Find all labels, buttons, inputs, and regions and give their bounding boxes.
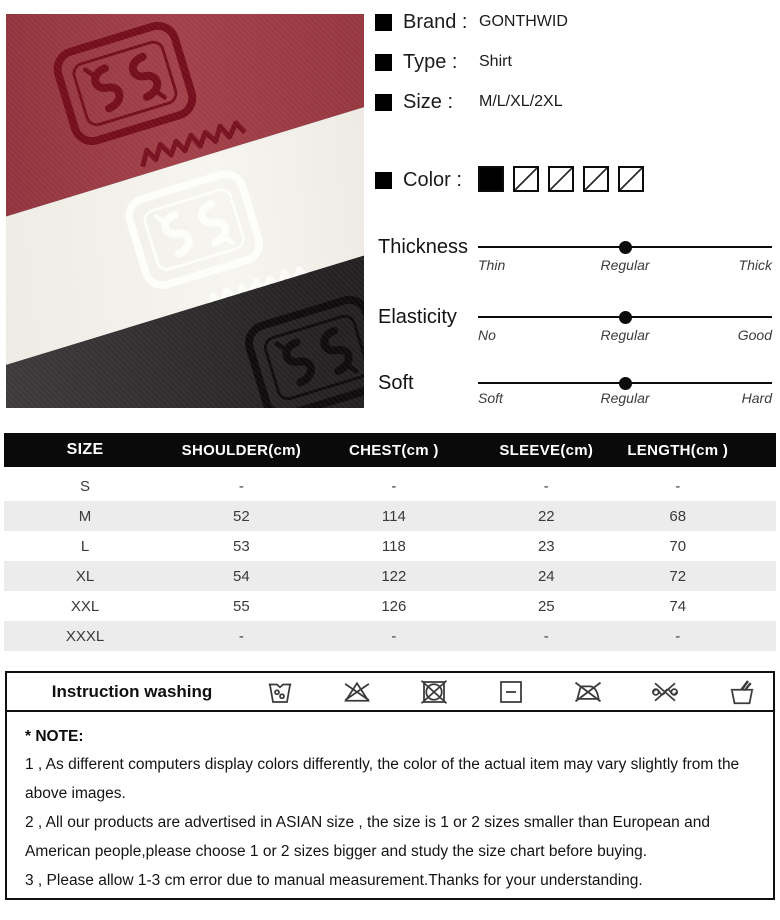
product-photo [6, 14, 364, 408]
hand-wash-icon [727, 677, 757, 707]
cell: L [80, 537, 90, 555]
do-not-bleach-icon [342, 677, 372, 707]
header-chest: CHEST(cm ) [348, 441, 439, 459]
elasticity-slider [478, 316, 772, 318]
cell: S [80, 477, 91, 495]
cell: 53 [233, 537, 250, 555]
cell: 22 [537, 507, 555, 525]
color-swatch-black[interactable] [478, 166, 504, 192]
type-label: Type : [403, 50, 458, 73]
cell: 54 [233, 567, 250, 585]
fabric-bands [6, 14, 364, 408]
elasticity-scale-right: Good [737, 327, 772, 343]
thickness-slider [478, 246, 772, 248]
soft-scale-right: Hard [741, 390, 772, 406]
cell: XXXL [65, 627, 105, 645]
elasticity-label: Elasticity [378, 306, 457, 328]
elasticity-slider-dot [619, 311, 632, 324]
size-chart-table [4, 433, 776, 651]
note-item-2: 2 , All our products are advertised in ASIAN size , the size is 1 or 2 sizes smaller than European and American people,please choose 1 or 2 sizes bigger and study the size chart before buying. [25, 814, 710, 860]
color-swatch-5[interactable] [618, 166, 644, 192]
cell: 72 [669, 567, 687, 585]
cell: 68 [669, 507, 687, 525]
cell: 25 [537, 597, 555, 615]
washing-instructions-bar [5, 671, 775, 712]
color-swatch-2[interactable] [513, 166, 539, 192]
do-not-iron-icon [573, 677, 603, 707]
cell: - [238, 477, 244, 495]
thickness-slider-dot [619, 241, 632, 254]
machine-wash-gentle-icon [265, 677, 295, 707]
cell: 126 [381, 597, 407, 615]
thickness-scale [478, 257, 772, 273]
cell: XL [75, 567, 95, 585]
soft-scale-mid: Regular [600, 390, 650, 406]
soft-slider [478, 382, 772, 384]
size-table-body [4, 471, 776, 651]
header-sleeve: SLEEVE(cm) [499, 441, 594, 459]
dry-flat-icon [496, 677, 526, 707]
table-row-xxl [4, 591, 776, 621]
size-table-header [4, 433, 776, 467]
table-row-xl [4, 561, 776, 591]
cell: - [675, 627, 681, 645]
brand-label: Brand : [403, 10, 468, 33]
notes-box [5, 710, 775, 900]
note-title: * NOTE: [25, 728, 84, 745]
type-value: Shirt [479, 53, 512, 70]
elasticity-scale-left: No [478, 327, 496, 343]
thickness-scale-mid: Regular [600, 257, 650, 273]
note-item-3: 3 , Please allow 1-3 cm error due to manual measurement.Thanks for your understanding. [25, 872, 643, 889]
cell: 55 [233, 597, 250, 615]
washing-icons [257, 677, 773, 707]
note-item-1: 1 , As different computers display colors differently, the color of the actual item may vary slightly from the above images. [25, 756, 740, 802]
cell: 52 [233, 507, 250, 525]
color-row [375, 166, 473, 194]
square-bullet-icon [375, 14, 392, 31]
brand-value: GONTHWID [479, 13, 568, 30]
cell: - [543, 627, 549, 645]
color-swatch-4[interactable] [583, 166, 609, 192]
cell: 74 [669, 597, 687, 615]
cell: - [543, 477, 549, 495]
cell: 70 [669, 537, 687, 555]
cell: - [391, 627, 397, 645]
table-row-s [4, 471, 776, 501]
cell: 24 [537, 567, 555, 585]
elasticity-scale [478, 327, 772, 343]
soft-slider-dot [619, 377, 632, 390]
washing-label: Instruction washing [51, 681, 213, 701]
thickness-scale-right: Thick [738, 257, 772, 273]
color-swatches [478, 166, 644, 192]
elasticity-scale-mid: Regular [600, 327, 650, 343]
thickness-label: Thickness [378, 236, 469, 258]
header-shoulder: SHOULDER(cm) [181, 441, 302, 459]
do-not-wring-icon [650, 677, 680, 707]
cell: - [675, 477, 681, 495]
type-row [375, 48, 512, 76]
soft-scale-left: Soft [478, 390, 503, 406]
cell: 122 [381, 567, 407, 585]
color-label: Color : [403, 168, 462, 191]
size-row [375, 88, 563, 116]
header-size: SIZE [66, 441, 104, 458]
table-row-l [4, 531, 776, 561]
cell: XXL [70, 597, 100, 615]
brand-row [375, 8, 568, 36]
cell: 114 [381, 507, 406, 525]
square-bullet-icon [375, 172, 392, 189]
thickness-scale-left: Thin [478, 257, 506, 273]
cell: - [238, 627, 244, 645]
soft-label: Soft [378, 372, 414, 394]
cell: M [78, 507, 92, 525]
do-not-tumble-dry-icon [419, 677, 449, 707]
color-swatch-3[interactable] [548, 166, 574, 192]
square-bullet-icon [375, 94, 392, 111]
table-row-m [4, 501, 776, 531]
size-value: M/L/XL/2XL [479, 93, 563, 110]
size-label: Size : [403, 90, 454, 113]
cell: 118 [381, 537, 406, 555]
square-bullet-icon [375, 54, 392, 71]
table-row-xxxl [4, 621, 776, 651]
cell: - [391, 477, 397, 495]
cell: 23 [537, 537, 555, 555]
soft-scale [478, 390, 772, 406]
header-length: LENGTH(cm ) [627, 441, 729, 459]
